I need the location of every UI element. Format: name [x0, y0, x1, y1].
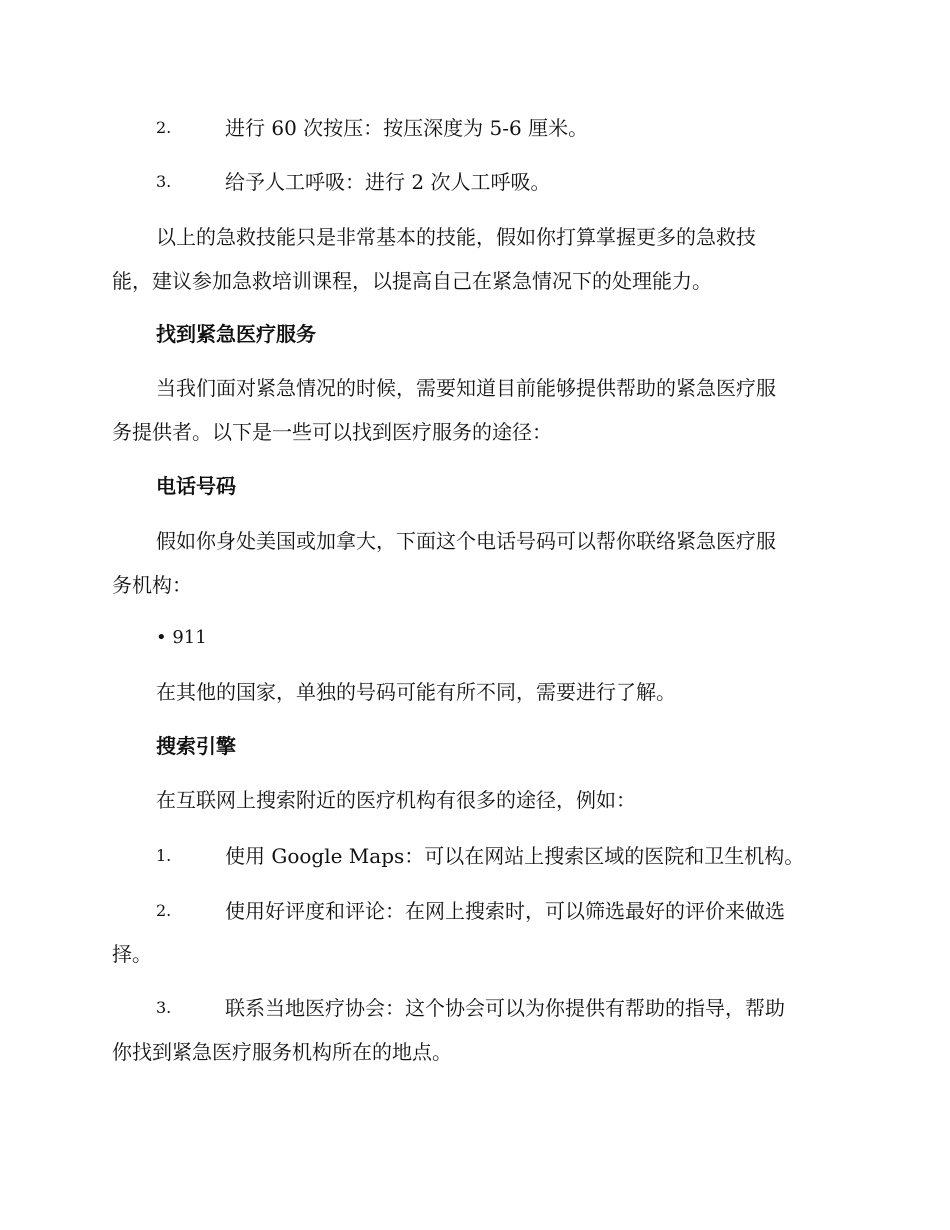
list-item-text: 联系当地医疗协会：这个协会可以为你提供有帮助的指导，帮助 — [225, 996, 785, 1020]
bullet-item: • 911 — [156, 627, 207, 648]
section-heading: 电话号码 — [156, 474, 236, 498]
list-item-text: 使用 Google Maps：可以在网站上搜索区域的医院和卫生机构。 — [225, 844, 805, 868]
list-item-text: 使用好评度和评论：在网上搜索时，可以筛选最好的评价来做选 — [225, 899, 785, 923]
list-item-text: 给予人工呼吸：进行 2 次人工呼吸。 — [225, 170, 551, 194]
paragraph-line: 在互联网上搜索附近的医疗机构有很多的途径，例如： — [156, 788, 636, 812]
list-number: 2. — [156, 118, 172, 137]
paragraph-line: 你找到紧急医疗服务机构所在的地点。 — [112, 1040, 452, 1064]
paragraph-line: 务机构： — [112, 573, 192, 597]
list-number: 3. — [156, 172, 172, 191]
section-heading: 搜索引擎 — [156, 734, 236, 758]
paragraph-line: 当我们面对紧急情况的时候，需要知道目前能够提供帮助的紧急医疗服 — [156, 376, 776, 400]
paragraph-line: 在其他的国家，单独的号码可能有所不同，需要进行了解。 — [156, 680, 676, 704]
list-number: 2. — [156, 901, 172, 920]
list-item-text: 进行 60 次按压：按压深度为 5-6 厘米。 — [225, 116, 589, 140]
paragraph-line: 能，建议参加急救培训课程，以提高自己在紧急情况下的处理能力。 — [112, 269, 712, 293]
list-number: 1. — [156, 846, 172, 865]
paragraph-line: 择。 — [112, 942, 152, 966]
list-number: 3. — [156, 998, 172, 1017]
paragraph-line: 假如你身处美国或加拿大，下面这个电话号码可以帮你联络紧急医疗服 — [156, 529, 776, 553]
paragraph-line: 以上的急救技能只是非常基本的技能，假如你打算掌握更多的急救技 — [156, 225, 756, 249]
paragraph-line: 务提供者。以下是一些可以找到医疗服务的途径： — [112, 420, 552, 444]
section-heading: 找到紧急医疗服务 — [156, 322, 316, 346]
